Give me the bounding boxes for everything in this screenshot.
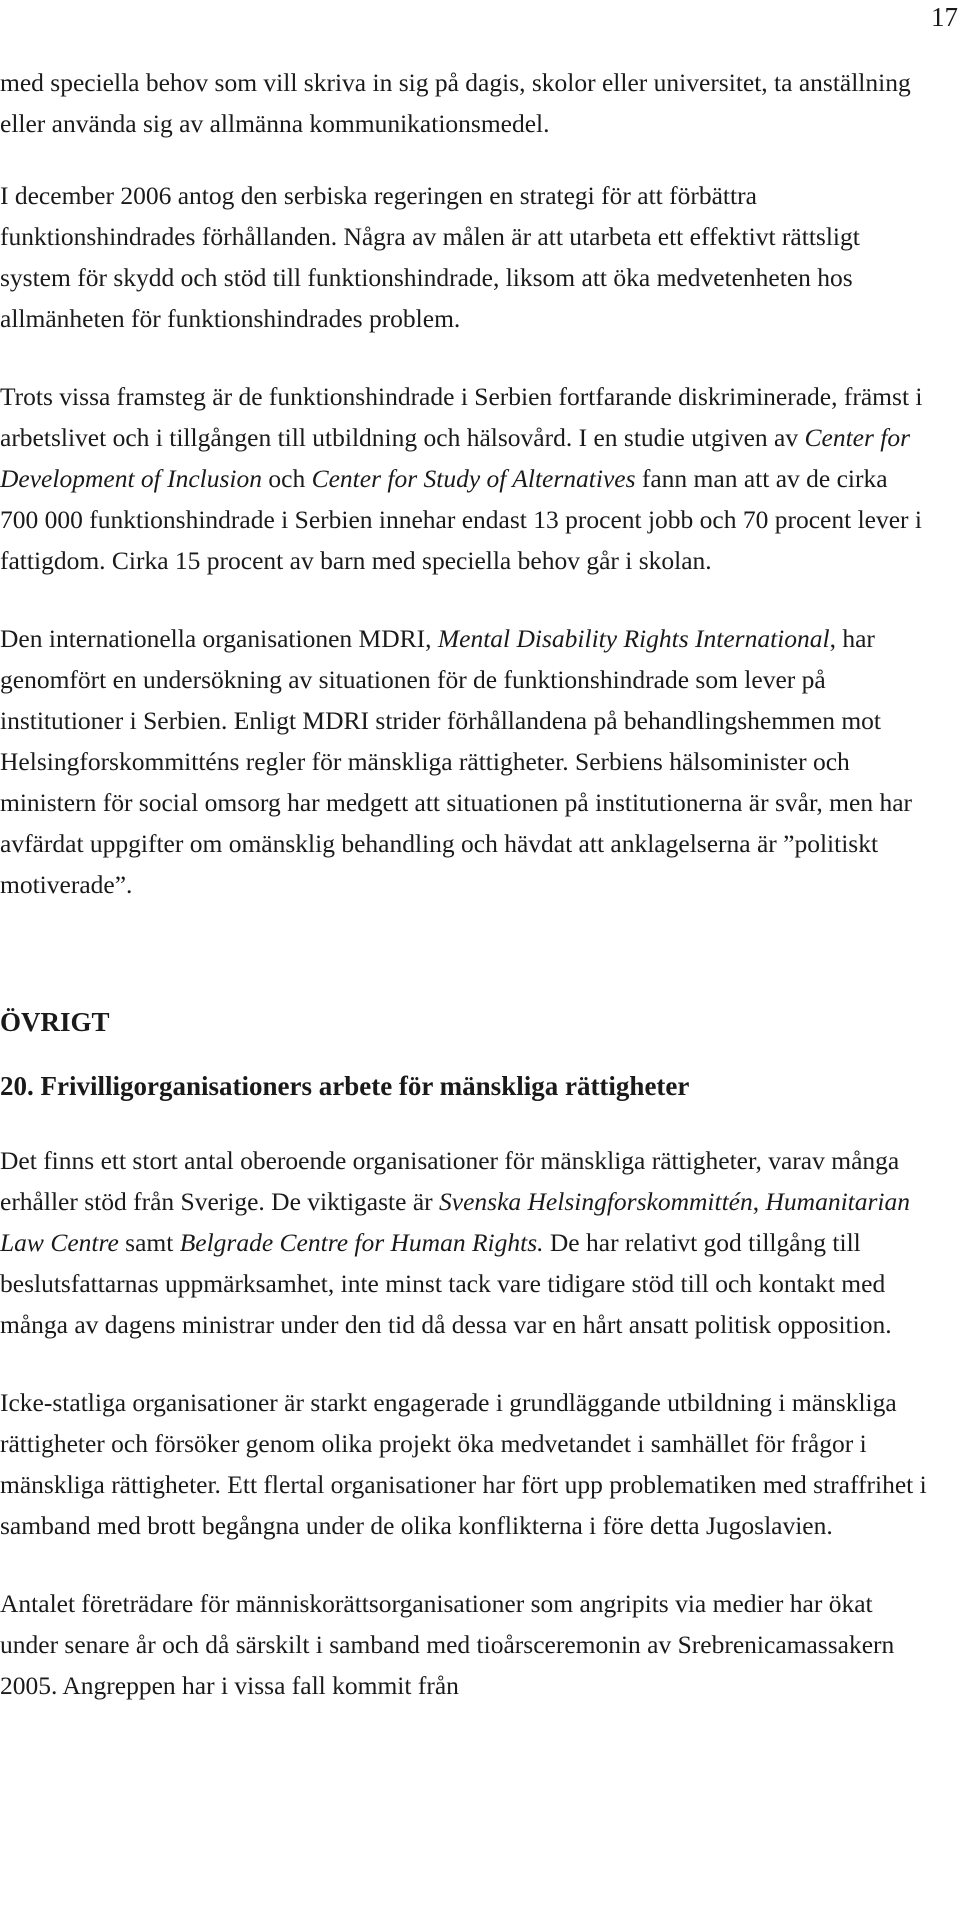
section-heading: ÖVRIGT <box>0 1007 110 1037</box>
text-run: De har relativt god tillgång till beslutsfattarnas uppmärksamhet, inte minst tack vare tidigare stöd till och kontakt med många av dagens ministrar under den tid då dessa var en hårt ansatt politisk opposition. <box>0 1228 892 1339</box>
text-run: samt <box>118 1228 180 1257</box>
paragraph-independent-organizations <box>0 1140 930 1345</box>
organization-name: Svenska Helsingforskommittén <box>439 1187 753 1216</box>
organization-name: Center for Development of Inclusion <box>0 423 911 493</box>
paragraph-special-needs: med speciella behov som vill skriva in sig på dagis, skolor eller universitet, ta anställning eller använda sig av allmänna kommunikationsmedel. <box>0 68 911 138</box>
text-run: fann man att av de cirka 700 000 funktionshindrade i Serbien innehar endast 13 procent jobb och 70 procent lever i fattigdom. Cirka 15 procent av barn med speciella behov går i skolan. <box>0 464 923 575</box>
paragraph-mdri <box>0 618 930 905</box>
organization-name: Center for Study of Alternatives <box>311 464 636 493</box>
page-number: 17 <box>931 2 958 32</box>
paragraph-government-strategy: I december 2006 antog den serbiska regeringen en strategi för att förbättra funktionshindrades förhållanden. Några av målen är att utarbeta ett effektivt rättsligt system för skydd och stöd till funktionshindrade, liksom att öka medvetenheten hos allmänheten för funktionshindrades problem. <box>0 181 860 333</box>
paragraph-ngo-education: Icke-statliga organisationer är starkt engagerade i grundläggande utbildning i mänskliga rättigheter och försöker genom olika projekt öka medvetandet i samhället för frågor i mänskliga rättigheter. Ett flertal organisationer har fört upp problematiken med straffrihet i samband med brott begångna under de olika konflikterna i före detta Jugoslavien. <box>0 1388 927 1540</box>
text-run: Trots vissa framsteg är de funktionshindrade i Serbien fortfarande diskriminerade, främst i arbetslivet och i tillgången till utbildning och hälsovård. I en studie utgiven av <box>0 382 923 452</box>
organization-name: Humanitarian Law Centre <box>0 1187 911 1257</box>
text-run: Den internationella organisationen MDRI, <box>0 624 438 653</box>
text-run: Det finns ett stort antal oberoende organisationer för mänskliga rättigheter, varav många erhåller stöd från Sverige. De viktigaste är <box>0 1146 900 1216</box>
paragraph-media-attacks: Antalet företrädare för människorättsorganisationer som angripits via medier har ökat under senare år och då särskilt i samband med tioårsceremonin av Srebrenicamassakern 2005. Angreppen har i vissa fall kommit från <box>0 1589 895 1700</box>
text-run: och <box>262 464 312 493</box>
organization-name: Mental Disability Rights International <box>437 624 830 653</box>
text-run: , <box>752 1187 766 1216</box>
document-body <box>0 62 930 1743</box>
text-run: , har genomfört en undersökning av situationen för de funktionshindrade som lever på institutioner i Serbien. Enligt MDRI strider förhållandena på behandlingshemmen mot Helsingforskommitténs regler för mänskliga rättigheter. Serbiens hälsominister och ministern för social omsorg har medgett att situationen på institutionerna är svår, men har avfärdat uppgifter om omänsklig behandling och hävdat att anklagelserna är ”politiskt motiverade”. <box>0 624 913 899</box>
subsection-heading: 20. Frivilligorganisationers arbete för mänskliga rättigheter <box>0 1071 690 1101</box>
paragraph-discrimination <box>0 376 930 581</box>
organization-name: Belgrade Centre for Human Rights. <box>179 1228 544 1257</box>
